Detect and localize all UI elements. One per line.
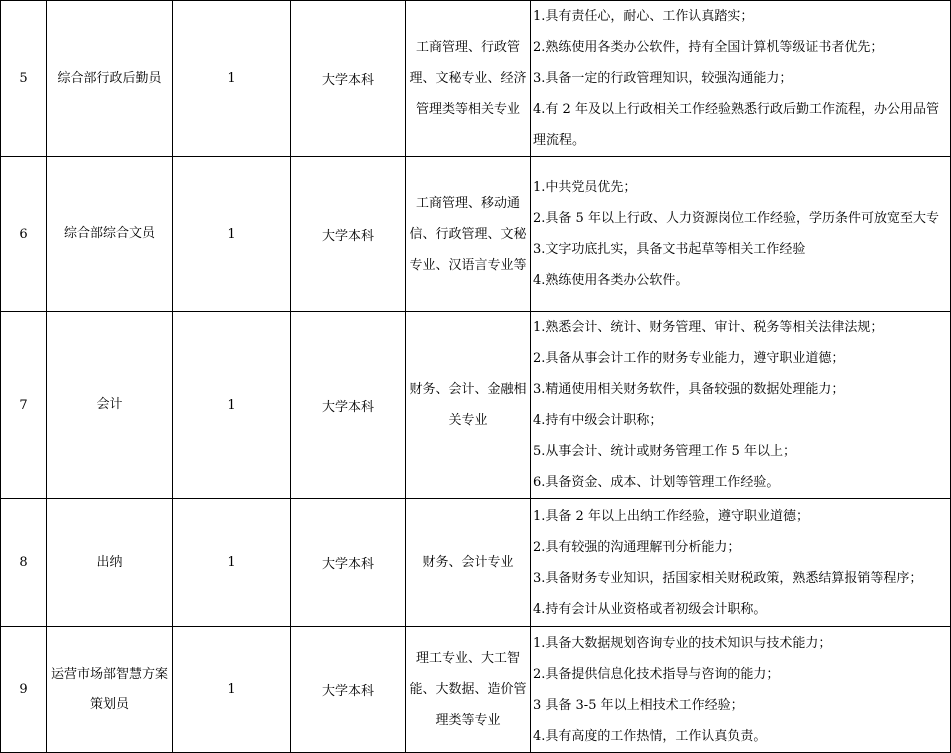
requirement-item: 1.熟悉会计、统计、财务管理、审计、税务等相关法律法规； bbox=[533, 320, 884, 335]
row-number: 9 bbox=[1, 627, 47, 753]
requirement-item: 2.具备从事会计工作的财务专业能力，遵守职业道德； bbox=[533, 351, 845, 366]
major-requirement: 工商管理、移动通信、行政管理、文秘专业、汉语言专业等 bbox=[406, 157, 531, 312]
table-row bbox=[1, 627, 951, 753]
requirement-item: 3.具备一定的行政管理知识，较强沟通能力； bbox=[533, 71, 793, 86]
table-row bbox=[1, 1, 951, 157]
row-number: 5 bbox=[1, 1, 47, 157]
requirement-item: 1.具备大数据规划咨询专业的技术知识与技术能力； bbox=[533, 635, 832, 651]
requirement-item: 2.熟练使用各类办公软件，持有全国计算机等级证书者优先； bbox=[533, 40, 884, 55]
requirement-item: 4.具有高度的工作热情，工作认真负责。 bbox=[533, 728, 767, 744]
row-number: 6 bbox=[1, 157, 47, 312]
row-number: 8 bbox=[1, 499, 47, 627]
job-requirements bbox=[531, 312, 951, 499]
table-row bbox=[1, 499, 951, 627]
requirement-item: 6.具备资金、成本、计划等管理工作经验。 bbox=[533, 475, 780, 490]
table-row bbox=[1, 157, 951, 312]
position-name: 会计 bbox=[47, 312, 173, 499]
headcount: 1 bbox=[173, 312, 291, 499]
requirement-item: 2.具有较强的沟通理解刊分析能力； bbox=[533, 539, 741, 555]
job-requirements bbox=[531, 157, 951, 312]
row-number: 7 bbox=[1, 312, 47, 499]
table-row bbox=[1, 312, 951, 499]
education-level: 大学本科 bbox=[291, 312, 406, 499]
education-level: 大学本科 bbox=[291, 157, 406, 312]
headcount: 1 bbox=[173, 1, 291, 157]
position-name: 出纳 bbox=[47, 499, 173, 627]
education-level: 大学本科 bbox=[291, 627, 406, 753]
requirement-item: 3.精通使用相关财务软件，具备较强的数据处理能力； bbox=[533, 382, 845, 397]
job-requirements bbox=[531, 1, 951, 157]
requirement-item: 2.具备提供信息化技术指导与咨询的能力； bbox=[533, 666, 780, 682]
requirement-item: 4.持有中级会计职称； bbox=[533, 413, 663, 428]
major-requirement: 理工专业、大工智能、大数据、造价管理类等专业 bbox=[406, 627, 531, 753]
education-level: 大学本科 bbox=[291, 499, 406, 627]
education-level: 大学本科 bbox=[291, 1, 406, 157]
requirement-item: 2.具备 5 年以上行政、人力资源岗位工作经验，学历条件可放宽至大专 bbox=[533, 211, 939, 226]
position-name: 综合部综合文员 bbox=[47, 157, 173, 312]
position-name: 综合部行政后勤员 bbox=[47, 1, 173, 157]
major-requirement: 财务、会计专业 bbox=[406, 499, 531, 627]
requirement-item: 1.具备 2 年以上出纳工作经验，遵守职业道德； bbox=[533, 508, 809, 524]
major-requirement: 工商管理、行政管理、文秘专业、经济管理类等相关专业 bbox=[406, 1, 531, 157]
requirement-item: 5.从事会计、统计或财务管理工作 5 年以上； bbox=[533, 444, 796, 459]
requirement-item: 3.具备财务专业知识，括国家相关财税政策，熟悉结算报销等程序； bbox=[533, 570, 923, 586]
requirement-item: 4.有 2 年及以上行政相关工作经验熟悉行政后勤工作流程，办公用品管理流程。 bbox=[533, 102, 939, 148]
requirement-item: 3.文字功底扎实，具备文书起草等相关工作经验 bbox=[533, 242, 806, 257]
requirement-item: 4.持有会计从业资格或者初级会计职称。 bbox=[533, 601, 767, 617]
requirement-item: 4.熟练使用各类办公软件。 bbox=[533, 273, 689, 288]
headcount: 1 bbox=[173, 157, 291, 312]
headcount: 1 bbox=[173, 499, 291, 627]
headcount: 1 bbox=[173, 627, 291, 753]
requirement-item: 1.具有责任心，耐心、工作认真踏实； bbox=[533, 9, 754, 24]
major-requirement: 财务、会计、金融相关专业 bbox=[406, 312, 531, 499]
job-requirements bbox=[531, 627, 951, 753]
job-requirements bbox=[531, 499, 951, 627]
position-name: 运营市场部智慧方案策划员 bbox=[47, 627, 173, 753]
requirement-item: 3 具备 3-5 年以上相技术工作经验； bbox=[533, 697, 744, 713]
requirement-item: 1.中共党员优先； bbox=[533, 180, 637, 195]
